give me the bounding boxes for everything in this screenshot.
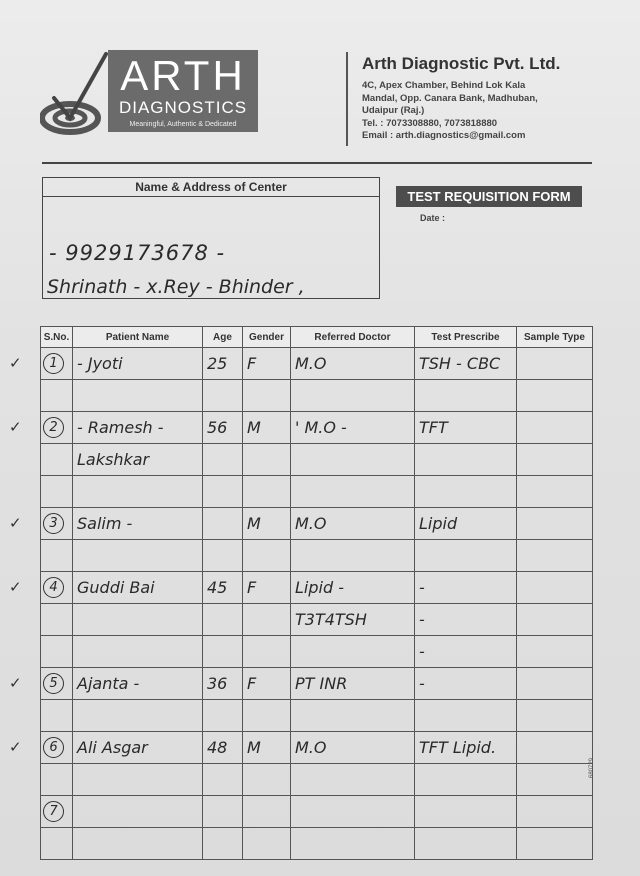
cell-patient-name — [73, 444, 203, 476]
cell-gender — [243, 572, 291, 604]
test-prescribe-text: - — [419, 674, 425, 693]
cell-test-prescribe — [415, 796, 517, 828]
cell-age — [203, 636, 243, 668]
table-row — [41, 508, 593, 540]
cell-test-prescribe — [415, 700, 517, 732]
cell-sno — [41, 764, 73, 796]
cell-gender — [243, 700, 291, 732]
cell-sample-type — [517, 700, 593, 732]
cell-test-prescribe — [415, 348, 517, 380]
cell-patient-name — [73, 476, 203, 508]
cell-gender — [243, 476, 291, 508]
serial-circle: 6 — [43, 737, 64, 758]
cell-referred-doctor — [291, 572, 415, 604]
test-prescribe-text: - — [419, 578, 425, 597]
header-test-prescribe: Test Prescribe — [415, 327, 517, 348]
patient-table — [9, 326, 593, 860]
referred-doctor-text: M.O — [295, 738, 327, 757]
table-row — [41, 444, 593, 476]
cell-sample-type — [517, 540, 593, 572]
referred-doctor-text: PT INR — [295, 674, 348, 693]
address-line-1: 4C, Apex Chamber, Behind Lok Kala — [362, 80, 526, 91]
cell-age — [203, 796, 243, 828]
table-header-row — [41, 327, 593, 348]
logo-tagline: Meaningful, Authentic & Dedicated — [129, 121, 237, 128]
address-line-3: Udaipur (Raj.) — [362, 105, 425, 116]
cell-referred-doctor — [291, 540, 415, 572]
cell-test-prescribe — [415, 508, 517, 540]
cell-age — [203, 412, 243, 444]
cell-sample-type — [517, 412, 593, 444]
table-row — [41, 380, 593, 412]
cell-sno — [9, 348, 73, 380]
cell-age — [203, 764, 243, 796]
header-age: Age — [203, 327, 243, 348]
cell-sno — [41, 476, 73, 508]
age-text: 48 — [207, 738, 228, 757]
serial-number: 680729 — [589, 757, 595, 778]
cell-sample-type — [517, 604, 593, 636]
company-tel: Tel. : 7073308880, 7073818880 — [362, 117, 498, 129]
table-row — [41, 476, 593, 508]
cell-patient-name — [73, 604, 203, 636]
cell-sample-type — [517, 828, 593, 860]
form-title: TEST REQUISITION FORM — [396, 186, 582, 207]
cell-sno — [41, 796, 73, 828]
cell-sample-type — [517, 348, 593, 380]
table-row — [41, 604, 593, 636]
cell-referred-doctor — [291, 764, 415, 796]
cell-patient-name — [73, 380, 203, 412]
logo-title: ARTH — [120, 52, 246, 99]
center-phone: - 9929173678 - — [49, 241, 226, 265]
serial-circle: 2 — [43, 417, 64, 438]
gender-text: F — [247, 674, 257, 693]
cell-sno — [9, 668, 73, 700]
cell-age — [203, 508, 243, 540]
cell-sno — [41, 828, 73, 860]
test-prescribe-text: - — [419, 610, 425, 629]
patient-name-text: Guddi Bai — [77, 578, 155, 597]
cell-sno — [41, 700, 73, 732]
patient-name-text: Lakshkar — [77, 450, 150, 469]
cell-sno — [41, 604, 73, 636]
cell-gender — [243, 444, 291, 476]
cell-age — [203, 700, 243, 732]
gender-text: M — [247, 418, 261, 437]
referred-doctor-text: M.O — [295, 354, 327, 373]
header-divider — [346, 52, 348, 146]
test-prescribe-text: TSH - CBC — [419, 354, 501, 373]
date-label: Date : — [420, 213, 446, 223]
check-mark-icon: ✓ — [9, 514, 22, 532]
cell-test-prescribe — [415, 380, 517, 412]
table-row — [41, 828, 593, 860]
cell-age — [203, 732, 243, 764]
cell-referred-doctor — [291, 444, 415, 476]
cell-gender — [243, 828, 291, 860]
cell-patient-name — [73, 508, 203, 540]
cell-test-prescribe — [415, 476, 517, 508]
cell-patient-name — [73, 796, 203, 828]
cell-sample-type — [517, 764, 593, 796]
cell-sample-type — [517, 636, 593, 668]
cell-sno — [9, 508, 73, 540]
cell-age — [203, 380, 243, 412]
cell-sno — [9, 412, 73, 444]
check-mark-icon: ✓ — [9, 418, 22, 436]
cell-test-prescribe — [415, 636, 517, 668]
referred-doctor-text: ' M.O - — [295, 418, 347, 437]
serial-circle: 7 — [43, 801, 64, 822]
cell-age — [203, 348, 243, 380]
header-referred-doctor: Referred Doctor — [291, 327, 415, 348]
company-email: Email : arth.diagnostics@gmail.com — [362, 130, 526, 141]
cell-patient-name — [73, 572, 203, 604]
cell-sample-type — [517, 508, 593, 540]
cell-test-prescribe — [415, 732, 517, 764]
cell-referred-doctor — [291, 828, 415, 860]
table-row — [41, 572, 593, 604]
cell-sno — [9, 732, 73, 764]
header-sno: S.No. — [41, 327, 73, 348]
gender-text: M — [247, 514, 261, 533]
cell-referred-doctor — [291, 636, 415, 668]
company-name: Arth Diagnostic Pvt. Ltd. — [362, 54, 561, 73]
test-prescribe-text: TFT — [419, 418, 448, 437]
target-check-icon — [40, 48, 110, 138]
cell-age — [203, 540, 243, 572]
cell-gender — [243, 412, 291, 444]
table-row — [41, 636, 593, 668]
cell-gender — [243, 636, 291, 668]
address-line-2: Mandal, Opp. Canara Bank, Madhuban, — [362, 92, 538, 104]
referred-doctor-text: M.O — [295, 514, 327, 533]
patient-name-text: - Ramesh - — [77, 418, 164, 437]
cell-sample-type — [517, 668, 593, 700]
age-text: 36 — [207, 674, 228, 693]
cell-sno — [9, 572, 73, 604]
table-row — [41, 764, 593, 796]
logo-box — [108, 50, 258, 132]
cell-test-prescribe — [415, 412, 517, 444]
table-row — [41, 348, 593, 380]
cell-sample-type — [517, 732, 593, 764]
age-text: 56 — [207, 418, 228, 437]
gender-text: M — [247, 738, 261, 757]
center-address: Shrinath - x.Rey - Bhinder , — [47, 276, 305, 298]
cell-patient-name — [73, 668, 203, 700]
serial-circle: 3 — [43, 513, 64, 534]
table-row — [41, 412, 593, 444]
serial-circle: 1 — [43, 353, 64, 374]
gender-text: F — [247, 354, 257, 373]
cell-gender — [243, 508, 291, 540]
cell-referred-doctor — [291, 412, 415, 444]
center-title: Name & Address of Center — [43, 178, 379, 197]
cell-gender — [243, 764, 291, 796]
cell-patient-name — [73, 700, 203, 732]
cell-patient-name — [73, 540, 203, 572]
check-mark-icon: ✓ — [9, 354, 22, 372]
cell-test-prescribe — [415, 764, 517, 796]
cell-age — [203, 828, 243, 860]
table-row — [41, 668, 593, 700]
cell-test-prescribe — [415, 540, 517, 572]
cell-sno — [41, 380, 73, 412]
cell-patient-name — [73, 732, 203, 764]
cell-referred-doctor — [291, 476, 415, 508]
arth-logo — [40, 48, 262, 138]
cell-gender — [243, 604, 291, 636]
cell-gender — [243, 540, 291, 572]
cell-referred-doctor — [291, 508, 415, 540]
logo-subtitle: DIAGNOSTICS — [118, 98, 248, 117]
cell-referred-doctor — [291, 668, 415, 700]
test-prescribe-text: - — [419, 642, 425, 661]
header-gender: Gender — [243, 327, 291, 348]
cell-sno — [41, 444, 73, 476]
check-mark-icon: ✓ — [9, 578, 22, 596]
check-mark-icon: ✓ — [9, 738, 22, 756]
table-row — [41, 796, 593, 828]
cell-referred-doctor — [291, 796, 415, 828]
cell-age — [203, 572, 243, 604]
cell-patient-name — [73, 764, 203, 796]
cell-test-prescribe — [415, 604, 517, 636]
test-prescribe-text: Lipid — [419, 514, 458, 533]
cell-sample-type — [517, 444, 593, 476]
check-mark-icon: ✓ — [9, 674, 22, 692]
cell-test-prescribe — [415, 828, 517, 860]
patient-name-text: - Jyoti — [77, 354, 123, 373]
company-info — [362, 54, 622, 143]
cell-age — [203, 444, 243, 476]
cell-patient-name — [73, 636, 203, 668]
cell-sno — [41, 540, 73, 572]
cell-patient-name — [73, 412, 203, 444]
cell-sample-type — [517, 796, 593, 828]
cell-patient-name — [73, 828, 203, 860]
cell-gender — [243, 668, 291, 700]
cell-test-prescribe — [415, 668, 517, 700]
cell-test-prescribe — [415, 572, 517, 604]
cell-age — [203, 604, 243, 636]
cell-referred-doctor — [291, 604, 415, 636]
cell-test-prescribe — [415, 444, 517, 476]
patient-name-text: Salim - — [77, 514, 133, 533]
center-address-box — [42, 177, 380, 299]
cell-gender — [243, 796, 291, 828]
test-prescribe-text: TFT Lipid. — [419, 738, 497, 757]
cell-sno — [41, 636, 73, 668]
cell-sample-type — [517, 380, 593, 412]
cell-gender — [243, 732, 291, 764]
cell-patient-name — [73, 348, 203, 380]
serial-circle: 4 — [43, 577, 64, 598]
header-rule — [42, 162, 592, 164]
serial-circle: 5 — [43, 673, 64, 694]
header-patient-name: Patient Name — [73, 327, 203, 348]
cell-age — [203, 668, 243, 700]
table-row — [41, 700, 593, 732]
patient-name-text: Ali Asgar — [77, 738, 148, 757]
cell-gender — [243, 348, 291, 380]
cell-referred-doctor — [291, 380, 415, 412]
cell-sample-type — [517, 476, 593, 508]
patient-name-text: Ajanta - — [77, 674, 140, 693]
age-text: 25 — [207, 354, 228, 373]
cell-referred-doctor — [291, 348, 415, 380]
table-row — [41, 540, 593, 572]
cell-gender — [243, 380, 291, 412]
referred-doctor-text: Lipid - — [295, 578, 344, 597]
cell-sample-type — [517, 572, 593, 604]
header-sample-type: Sample Type — [517, 327, 593, 348]
cell-referred-doctor — [291, 700, 415, 732]
referred-doctor-text: T3T4TSH — [295, 610, 367, 629]
gender-text: F — [247, 578, 257, 597]
table-row — [41, 732, 593, 764]
cell-age — [203, 476, 243, 508]
age-text: 45 — [207, 578, 228, 597]
cell-referred-doctor — [291, 732, 415, 764]
